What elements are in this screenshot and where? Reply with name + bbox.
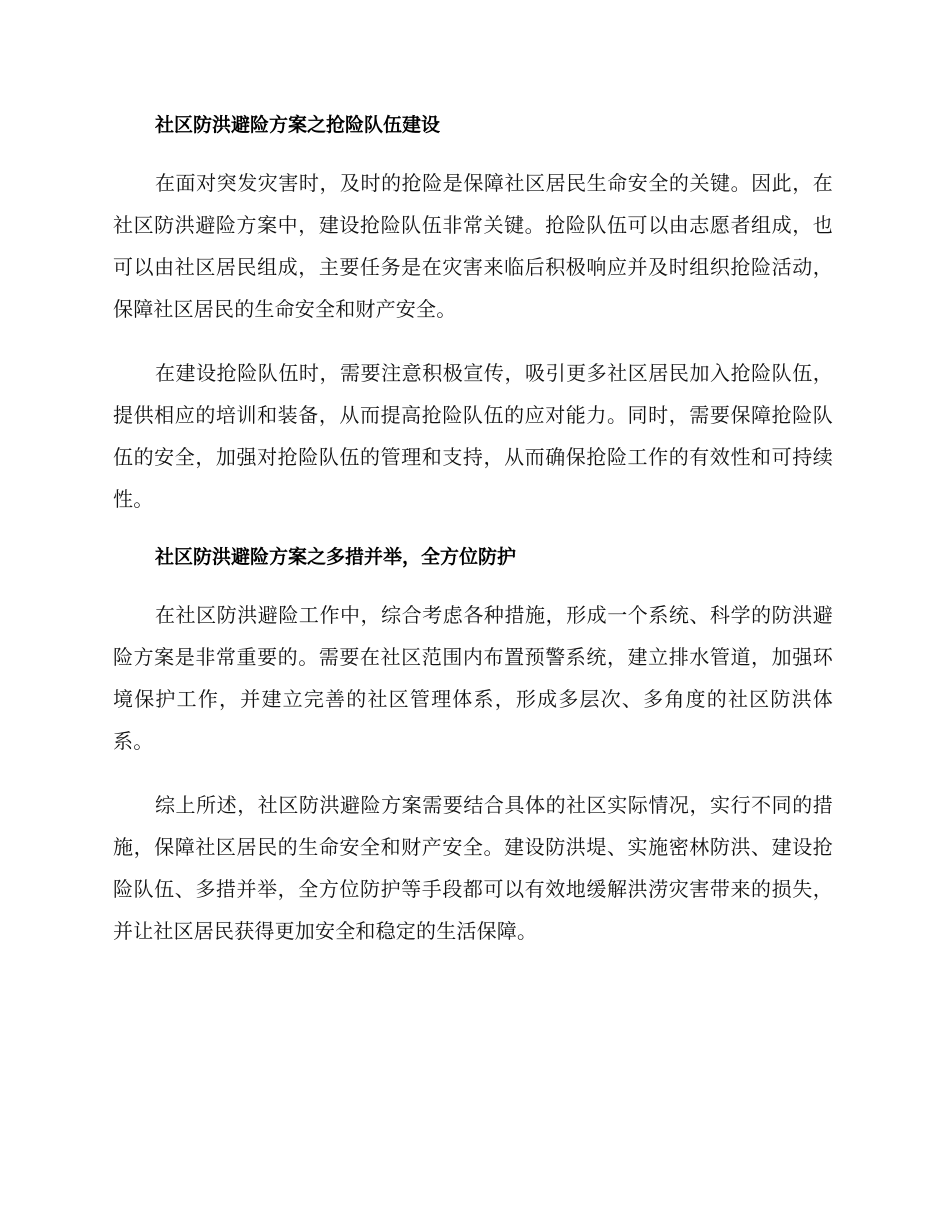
paragraph: 在建设抢险队伍时，需要注意积极宣传，吸引更多社区居民加入抢险队伍，提供相应的培训和装备，从而提高抢险队伍的应对能力。同时，需要保障抢险队伍的安全，加强对抢险队伍的管理和支持，从而确保抢险工作的有效性和可持续性。	[113, 361, 833, 511]
section-heading-rescue-team: 社区防洪避险方案之抢险队伍建设	[155, 114, 441, 136]
document-body	[113, 110, 833, 974]
paragraph: 在面对突发灾害时，及时的抢险是保障社区居民生命安全的关键。因此，在社区防洪避险方案中，建设抢险队伍非常关键。抢险队伍可以由志愿者组成，也可以由社区居民组成，主要任务是在灾害来临后积极响应并及时组织抢险活动，保障社区居民的生命安全和财产安全。	[113, 171, 833, 321]
section-heading-comprehensive-protection: 社区防洪避险方案之多措并举，全方位防护	[155, 546, 517, 568]
paragraph: 综上所述，社区防洪避险方案需要结合具体的社区实际情况，实行不同的措施，保障社区居民的生命安全和财产安全。建设防洪堤、实施密林防洪、建设抢险队伍、多措并举，全方位防护等手段都可以有效地缓解洪涝灾害带来的损失，并让社区居民获得更加安全和稳定的生活保障。	[113, 793, 833, 943]
paragraph: 在社区防洪避险工作中，综合考虑各种措施，形成一个系统、科学的防洪避险方案是非常重要的。需要在社区范围内布置预警系统，建立排水管道，加强环境保护工作，并建立完善的社区管理体系，形成多层次、多角度的社区防洪体系。	[113, 603, 833, 753]
